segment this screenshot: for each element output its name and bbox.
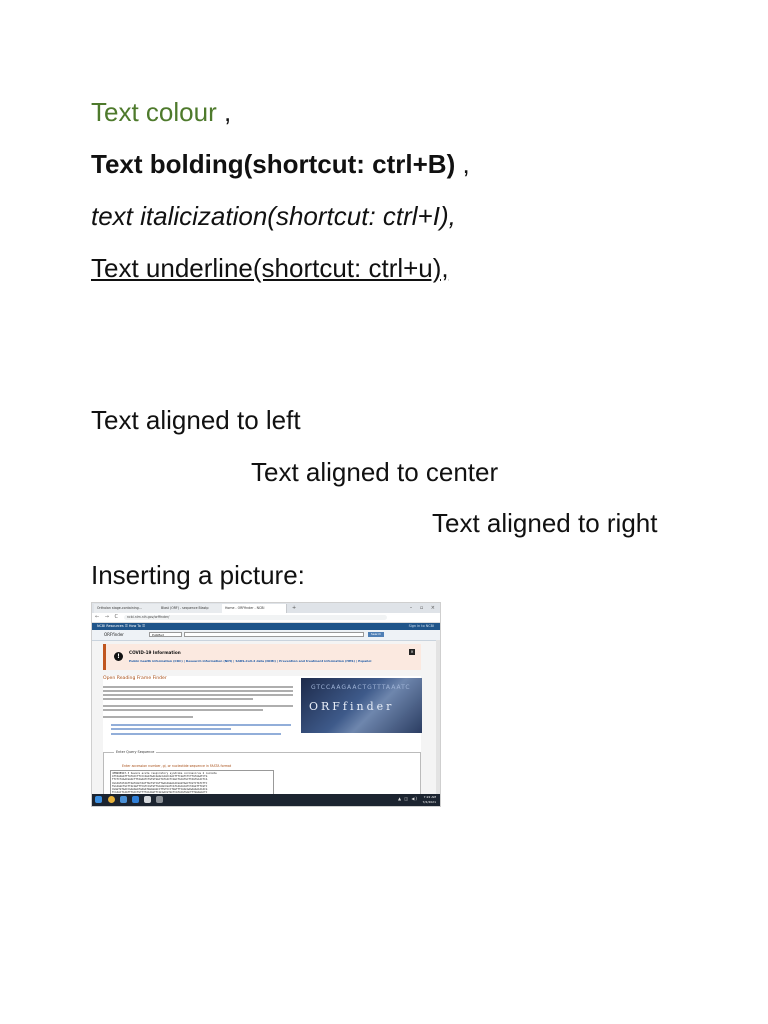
paragraph-line [103,716,193,718]
paragraph-line [103,698,253,700]
text-italic-line: text italicization(shortcut: ctrl+I), [91,201,456,231]
orffinder-label: ORFfinder [104,632,124,637]
paragraph-line [103,686,293,688]
covid-banner [103,644,421,670]
paragraph-line [103,709,263,711]
colour-sample-text: Text colour [91,97,217,127]
covid-links: Public health information (CDC) | Research information (NIH) | SARS-CoV-2 data (NCBI) | Prevention and treatment information (HHS) | Español [129,659,372,663]
orffinder-content [103,676,421,796]
bold-sample-text: Text bolding(shortcut: ctrl+B) [91,149,456,179]
query-legend: Enter Query Sequence [116,750,155,754]
paragraph-line [103,694,293,696]
app-icon [132,796,139,803]
covid-title: COVID-19 Information [129,650,181,655]
browser-tab: Blast (ORF) - sequence Blastp [158,604,223,613]
chrome-icon [108,796,115,803]
sequence-textarea: >MN908947.3 Severe acute respiratory syndrome coronavirus 2 isolate ATTAAAGGTTTATACCTTCCCAGGTAACAAACCAACCAACTTTCGATCTCTTGTAGATCTG TTCTCTAAACGAACTTTAAAATCTGTGTGGCTGTCACTCGGCTGCATGCTTAGTGCACTCA CGCAGTATAATTAATAACTAATTACTGTCGTTGACAGGACACGAGTAACTCGTCTATCTTC TGCAGGCTGCTTACGGTTTCGTCCGTGTTGCAGCCGATCATCAGCACATCTAGGTTTCGTC CGGGTGTGACCGAAAGGTAAGATGGAGAGCCTTGTCCCTGGTTTCAACGAGAAAACACACG TCCAACTCAGTTTGCCTGTTTTACAGGTTCGCGACGTGCTCGTACGTGGCTTTGGAGACTC [110,770,274,796]
browser-tab: Ortholan stage-containing... [94,604,159,613]
orffinder-heading: Open Reading Frame Finder [103,676,167,681]
alert-icon: ! [114,652,123,661]
text-align-center-line: Text aligned to center [251,457,499,487]
text-align-right-line: Text aligned to right [432,508,658,538]
browser-address-bar [92,613,440,623]
browser-tab-strip [92,603,440,613]
banner-dna-text: GTCCAAGAACTGTTTAAATC [311,684,411,691]
file-explorer-icon [120,796,127,803]
query-sequence-fieldset [103,752,421,797]
window-controls: – ▫ × [409,605,438,611]
ncbi-header-label: NCBI Resources ☰ How To ☰ [97,624,145,628]
paragraph-line [103,705,293,707]
windows-taskbar [92,794,440,806]
text-align-left-line: Text aligned to left [91,405,301,435]
inserted-picture [91,602,441,807]
close-icon: × [410,649,414,654]
ncbi-sign-in: Sign in to NCBI [408,624,434,628]
orffinder-banner-image [301,678,422,733]
colour-comma: , [216,97,232,127]
app-icon [156,796,163,803]
banner-title: ORFfinder [309,700,395,713]
database-select: PubMed [149,632,182,637]
system-tray-icons: ▲ ◫ ◀) [397,796,418,801]
orffinder-toolbar [92,630,440,641]
paragraph-line [103,690,293,692]
taskbar-clock: 7:22 AM 7/2/2021 [422,795,436,804]
search-box [184,632,364,637]
inserting-picture-line: Inserting a picture: [91,560,305,590]
example-link-line [111,728,231,730]
nav-arrows-icon: ← → C [95,614,121,620]
bold-comma: , [455,149,470,179]
windows-start-icon [95,796,102,803]
text-bold-line [91,148,470,180]
page-scrollbar [436,640,440,796]
search-button: Search [368,632,384,637]
url-field: ncbi.nlm.nih.gov/orffinder/ [124,615,387,620]
ncbi-header [92,623,440,630]
example-link-line [111,733,281,735]
example-link-line [111,724,291,726]
query-field-label: Enter accession number, gi, or nucleotide sequence in FASTA format [122,764,232,768]
text-colour-line [91,96,231,128]
app-icon [144,796,151,803]
text-underline-line: Text underline(shortcut: ctrl+u), [91,253,449,283]
new-tab-icon: + [292,605,297,611]
browser-tab-active: Home - ORFfinder - NCBI [222,604,287,613]
